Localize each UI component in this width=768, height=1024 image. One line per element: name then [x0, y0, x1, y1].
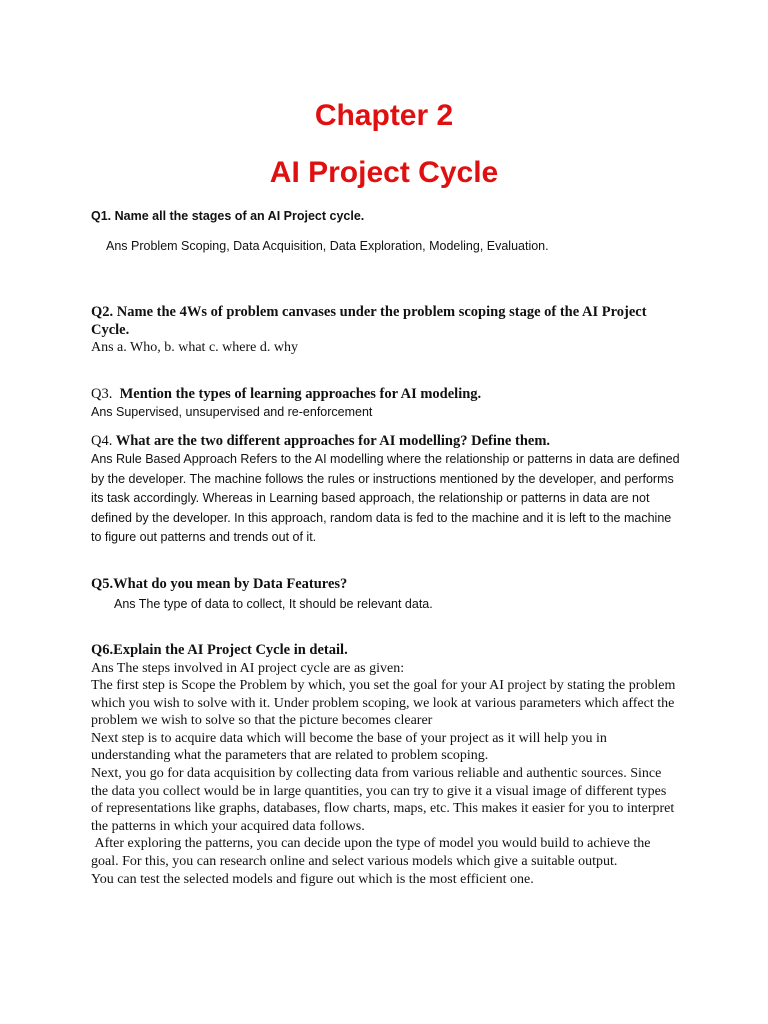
answer-block-5 — [114, 596, 714, 612]
question-3-number: Q3. — [91, 386, 113, 402]
answer-4-text: Ans Rule Based Approach Refers to the AI modelling where the relationship or patterns in data are defined by the developer. The machine follows the rules or instructions mentioned by the developer, and performs its task accordingly. Whereas in Learning based approach, the relationship or patterns in data are not defined by the developer. In this approach, random data is fed to the machine and it is left to the machine to figure out patterns and trends out of it. — [91, 452, 680, 544]
answer-3-text: Ans Supervised, unsupervised and re-enforcement — [91, 405, 373, 419]
answer-5-text: Ans The type of data to collect, It should be relevant data. — [114, 597, 433, 611]
question-6-text: Q6.Explain the AI Project Cycle in detail. — [91, 642, 348, 658]
question-3-text: Mention the types of learning approaches for AI modeling. — [119, 386, 482, 402]
answer-6-line-4: Next, you go for data acquisition by collecting data from various reliable and authentic sources. Since the data you collect would be in large quantities, you can try to give it a visual image of different types of representations like graphs, databases, flow charts, maps, etc. This makes it easier for you to interpret the patterns in which your acquired data follows. — [91, 766, 675, 834]
question-4-number: Q4. — [91, 433, 113, 449]
answer-1-text: Ans Problem Scoping, Data Acquisition, Data Exploration, Modeling, Evaluation. — [106, 239, 549, 253]
question-3-line — [91, 386, 691, 404]
question-block-5 — [91, 576, 691, 594]
question-block-4 — [91, 433, 691, 451]
question-5-text: Q5.What do you mean by Data Features? — [91, 576, 348, 592]
answer-block-1 — [106, 238, 706, 254]
answer-block-4 — [91, 450, 681, 548]
answer-6-line-1: Ans The steps involved in AI project cycle are as given: — [91, 660, 405, 676]
answer-2-text: Ans a. Who, b. what c. where d. why — [91, 340, 298, 355]
question-block-2 — [91, 304, 651, 357]
question-block-1 — [91, 208, 691, 224]
question-2-text: Q2. Name the 4Ws of problem canvases under the problem scoping stage of the AI Project Cycle. — [91, 304, 647, 338]
chapter-number-heading: Chapter 2 — [314, 99, 454, 132]
question-block-6 — [91, 642, 681, 888]
question-1-text: Q1. Name all the stages of an AI Project cycle. — [91, 209, 365, 223]
question-4-text: What are the two different approaches for AI modelling? Define them. — [115, 433, 551, 449]
answer-6-line-3: Next step is to acquire data which will become the base of your project as it will help you in understanding what the parameters that are related to problem scoping. — [91, 730, 607, 764]
answer-block-3 — [91, 404, 691, 420]
answer-6-line-6: You can test the selected models and figure out which is the most efficient one. — [91, 871, 534, 887]
answer-6-line-5: After exploring the patterns, you can decide upon the type of model you would build to achieve the goal. For this, you can research online and select various models which give a suitable output. — [91, 836, 654, 870]
question-block-3 — [91, 386, 691, 404]
question-4-line — [91, 433, 691, 451]
answer-6-line-2: The first step is Scope the Problem by which, you set the goal for your AI project by stating the problem which you wish to solve with it. Under problem scoping, we look at various parameters which affect the problem we wish to solve so that the picture becomes clearer — [91, 678, 676, 729]
chapter-title-heading: AI Project Cycle — [269, 156, 499, 189]
